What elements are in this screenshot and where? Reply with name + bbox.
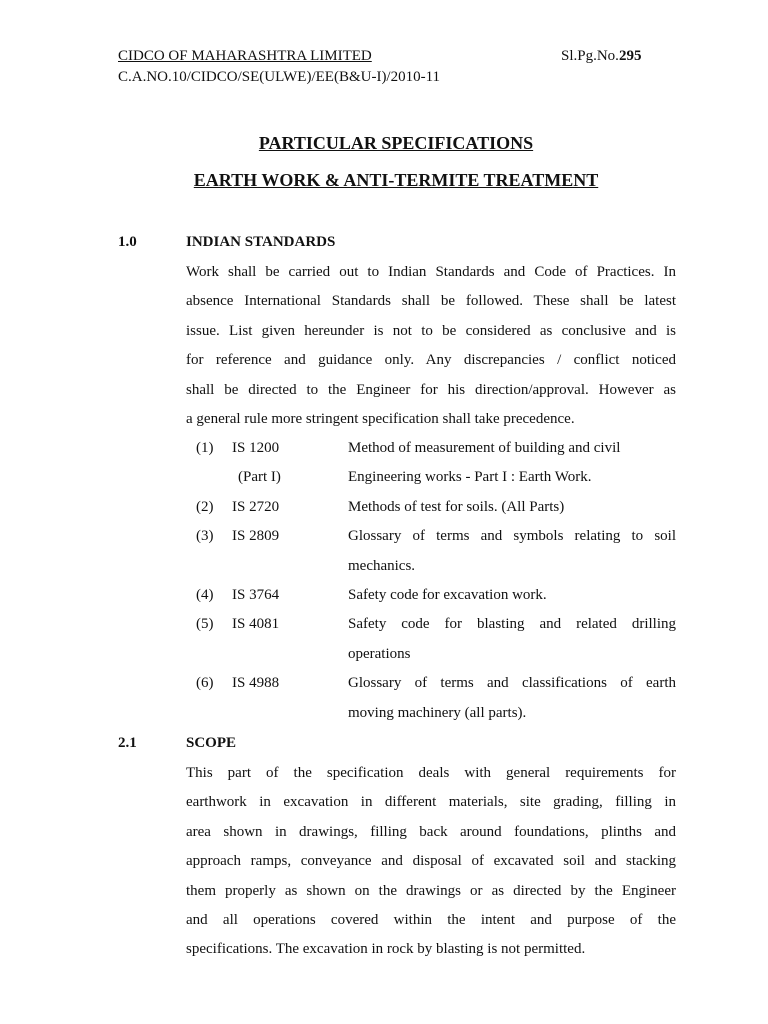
standard-code: IS 2809 xyxy=(232,528,280,545)
paragraph-line: a general rule more stringent specification shall take precedence. xyxy=(186,410,575,427)
standard-number: (5) xyxy=(196,616,214,633)
standard-row xyxy=(186,699,676,728)
standard-description: Glossary of terms and symbols relating to soil xyxy=(348,528,676,545)
section-2-paragraph xyxy=(186,759,676,965)
standard-row xyxy=(186,493,676,522)
paragraph-line: This part of the specification deals with general requirements for xyxy=(186,765,676,781)
header-organization: CIDCO OF MAHARASHTRA LIMITED xyxy=(118,48,372,64)
standard-row xyxy=(186,610,676,639)
section-2-number: 2.1 xyxy=(118,735,137,751)
document-subtitle: EARTH WORK & ANTI-TERMITE TREATMENT xyxy=(193,170,599,190)
standard-row xyxy=(186,552,676,581)
standard-description: mechanics. xyxy=(348,557,416,574)
standard-number: (1) xyxy=(196,440,214,456)
standard-description: Glossary of terms and classifications of earth xyxy=(348,675,676,692)
document-title: PARTICULAR SPECIFICATIONS xyxy=(258,133,534,153)
paragraph-line: issue. List given hereunder is not to be considered as conclusive and is xyxy=(186,322,676,339)
standard-description: Methods of test for soils. (All Parts) xyxy=(348,498,565,515)
standard-row xyxy=(186,463,676,492)
standard-code: IS 2720 xyxy=(232,498,280,515)
standards-list xyxy=(186,434,676,728)
standard-description: Engineering works - Part I : Earth Work. xyxy=(348,469,592,486)
section-1-paragraph xyxy=(186,258,676,434)
standard-code: IS 1200 xyxy=(232,440,280,456)
paragraph-line: for reference and guidance only. Any discrepancies / conflict noticed xyxy=(186,352,676,369)
standard-row xyxy=(186,434,676,463)
paragraph-line: area shown in drawings, filling back around foundations, plinths and xyxy=(186,823,676,840)
standard-description: moving machinery (all parts). xyxy=(348,704,527,721)
standard-description: Method of measurement of building and civil xyxy=(348,440,621,456)
standard-code: IS 3764 xyxy=(232,586,280,603)
section-1-number: 1.0 xyxy=(118,234,137,250)
section-1-heading: INDIAN STANDARDS xyxy=(186,234,336,250)
standard-code: IS 4081 xyxy=(232,616,280,633)
header-page-number xyxy=(561,46,641,66)
paragraph-line: Work shall be carried out to Indian Standards and Code of Practices. In xyxy=(186,264,676,280)
standard-row xyxy=(186,522,676,551)
standard-description: Safety code for blasting and related drilling xyxy=(348,616,676,633)
paragraph-line: shall be directed to the Engineer for his direction/approval. However as xyxy=(186,381,676,398)
paragraph-line: and all operations covered within the intent and purpose of the xyxy=(186,911,676,928)
section-2-heading: SCOPE xyxy=(186,735,237,751)
paragraph-line: absence International Standards shall be followed. These shall be latest xyxy=(186,293,676,310)
standard-code: (Part I) xyxy=(238,469,281,486)
paragraph-line: them properly as shown on the drawings or as directed by the Engineer xyxy=(186,882,676,899)
paragraph-line: specifications. The excavation in rock by blasting is not permitted. xyxy=(186,941,586,958)
standard-code: IS 4988 xyxy=(232,675,280,692)
standard-row xyxy=(186,581,676,610)
page-number: 295 xyxy=(618,48,642,64)
standard-row xyxy=(186,640,676,669)
standard-number: (2) xyxy=(196,498,214,515)
header-contract-ref: C.A.NO.10/CIDCO/SE(ULWE)/EE(B&U-I)/2010-11 xyxy=(118,69,441,85)
paragraph-line: approach ramps, conveyance and disposal of excavated soil and stacking xyxy=(186,853,676,870)
standard-description: operations xyxy=(348,645,411,662)
standard-number: (6) xyxy=(196,675,214,692)
paragraph-line: earthwork in excavation in different materials, site grading, filling in xyxy=(186,794,676,811)
standard-row xyxy=(186,669,676,698)
standard-number: (4) xyxy=(196,586,214,603)
standard-description: Safety code for excavation work. xyxy=(348,586,547,603)
standard-number: (3) xyxy=(196,528,214,545)
page-label: Sl.Pg.No. xyxy=(561,48,619,64)
